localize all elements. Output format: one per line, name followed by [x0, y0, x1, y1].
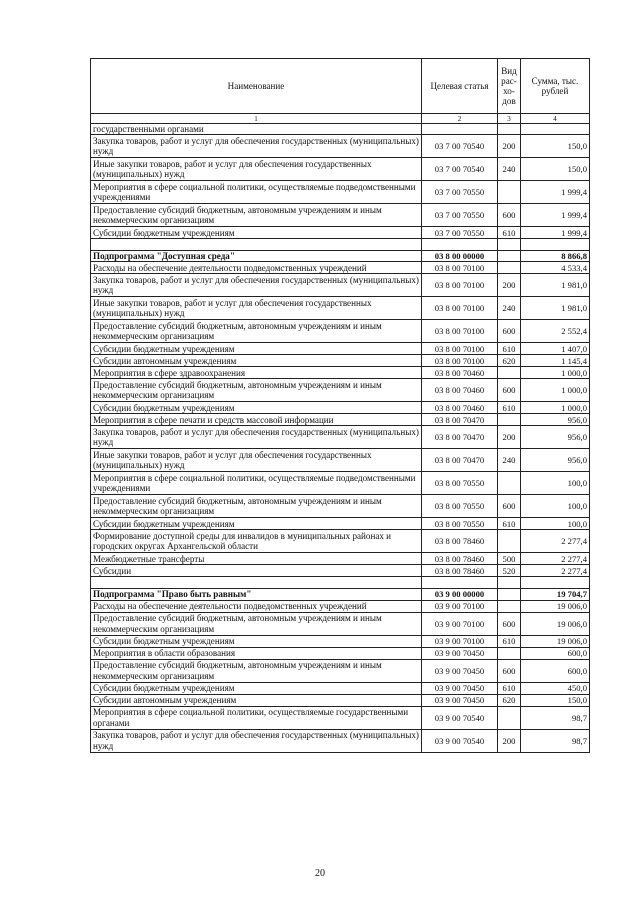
table-row — [91, 320, 590, 343]
row-type: 240 — [498, 158, 521, 181]
row-sum: 19 006,0 — [521, 635, 590, 647]
row-sum: 1 000,0 — [521, 402, 590, 414]
row-type: 610 — [498, 635, 521, 647]
row-code: 03 8 00 78460 — [422, 553, 498, 565]
row-type: 600 — [498, 320, 521, 343]
row-type: 500 — [498, 553, 521, 565]
column-number: 3 — [498, 114, 521, 124]
row-type: 610 — [498, 227, 521, 239]
row-type — [498, 530, 521, 553]
row-code: 03 9 00 00000 — [422, 589, 498, 600]
row-code: 03 8 00 78460 — [422, 565, 498, 577]
row-sum: 2 277,4 — [521, 530, 590, 553]
table-row — [91, 367, 590, 379]
row-sum: 8 866,8 — [521, 251, 590, 262]
row-name: Предоставление субсидий бюджетным, автономным учреждениям и иным некоммерческим организациям — [91, 612, 422, 635]
row-name: Предоставление субсидий бюджетным, автономным учреждениям и иным некоммерческим организациям — [91, 659, 422, 682]
row-code: 03 7 00 70550 — [422, 227, 498, 239]
row-code: 03 8 00 70100 — [422, 262, 498, 274]
row-name: Закупка товаров, работ и услуг для обеспечения государственных (муниципальных) нужд — [91, 135, 422, 158]
row-name: Подпрограмма "Право быть равным" — [91, 589, 422, 600]
table-row — [91, 402, 590, 414]
row-type — [498, 600, 521, 612]
table-row — [91, 426, 590, 449]
row-name: Подпрограмма "Доступная среда" — [91, 251, 422, 262]
row-name: Иные закупки товаров, работ и услуг для обеспечения государственных (муниципальных) нужд — [91, 297, 422, 320]
row-name: Субсидии бюджетным учреждениям — [91, 343, 422, 355]
row-sum: 1 981,0 — [521, 297, 590, 320]
row-sum: 150,0 — [521, 694, 590, 706]
row-type — [498, 367, 521, 379]
row-type: 240 — [498, 297, 521, 320]
row-name: Мероприятия в области образования — [91, 647, 422, 659]
table-row — [91, 565, 590, 577]
row-sum: 1 999,4 — [521, 204, 590, 227]
table-row — [91, 694, 590, 706]
row-code: 03 7 00 70550 — [422, 204, 498, 227]
table-row — [91, 297, 590, 320]
row-name: Предоставление субсидий бюджетным, автономным учреждениям и иным некоммерческим организациям — [91, 379, 422, 402]
row-name: Закупка товаров, работ и услуг для обеспечения государственных (муниципальных) нужд — [91, 426, 422, 449]
row-code — [422, 239, 498, 251]
column-number: 4 — [521, 114, 590, 124]
row-sum: 1 000,0 — [521, 367, 590, 379]
row-name: Закупка товаров, работ и услуг для обеспечения государственных (муниципальных) нужд — [91, 274, 422, 297]
subprogram-row — [91, 251, 590, 262]
row-sum — [521, 577, 590, 589]
row-code: 03 9 00 70540 — [422, 706, 498, 729]
row-sum: 19 006,0 — [521, 600, 590, 612]
row-type — [498, 589, 521, 600]
row-sum: 1 145,4 — [521, 355, 590, 367]
row-sum: 1 999,4 — [521, 181, 590, 204]
table-row — [91, 227, 590, 239]
row-name: Предоставление субсидий бюджетным, автономным учреждениям и иным некоммерческим организациям — [91, 320, 422, 343]
row-sum: 150,0 — [521, 135, 590, 158]
row-code — [422, 577, 498, 589]
row-type — [498, 239, 521, 251]
row-name: Предоставление субсидий бюджетным, автономным учреждениям и иным некоммерческим организациям — [91, 204, 422, 227]
row-code — [422, 124, 498, 135]
row-sum: 19 006,0 — [521, 612, 590, 635]
table-row — [91, 355, 590, 367]
row-code: 03 8 00 70470 — [422, 449, 498, 472]
row-name: Мероприятия в сфере социальной политики, осуществляемые государственными органами — [91, 706, 422, 729]
row-sum: 98,7 — [521, 706, 590, 729]
table-body — [91, 124, 590, 753]
row-name: Субсидии бюджетным учреждениям — [91, 518, 422, 530]
row-code: 03 7 00 70540 — [422, 135, 498, 158]
row-type: 520 — [498, 565, 521, 577]
row-name: Субсидии бюджетным учреждениям — [91, 227, 422, 239]
row-type: 610 — [498, 402, 521, 414]
table-row — [91, 612, 590, 635]
table-row — [91, 495, 590, 518]
row-code: 03 9 00 70450 — [422, 694, 498, 706]
row-sum: 100,0 — [521, 495, 590, 518]
row-name: Предоставление субсидий бюджетным, автономным учреждениям и иным некоммерческим организациям — [91, 495, 422, 518]
table-row — [91, 262, 590, 274]
row-type — [498, 414, 521, 426]
row-name — [91, 577, 422, 589]
row-name: Мероприятия в сфере здравоохранения — [91, 367, 422, 379]
table-row — [91, 729, 590, 752]
table-row — [91, 158, 590, 181]
table-header-row — [91, 59, 590, 114]
row-type: 610 — [498, 682, 521, 694]
row-type: 240 — [498, 449, 521, 472]
table-row — [91, 659, 590, 682]
row-name: Мероприятия в сфере социальной политики, осуществляемые подведомственными учреждениями — [91, 472, 422, 495]
row-code: 03 9 00 70450 — [422, 647, 498, 659]
row-type: 610 — [498, 343, 521, 355]
row-code: 03 8 00 70470 — [422, 426, 498, 449]
table-row — [91, 635, 590, 647]
row-name: Расходы на обеспечение деятельности подведомственных учреждений — [91, 600, 422, 612]
row-code: 03 8 00 00000 — [422, 251, 498, 262]
table-row — [91, 518, 590, 530]
row-code: 03 8 00 70550 — [422, 472, 498, 495]
table-row — [91, 274, 590, 297]
row-name: Субсидии бюджетным учреждениям — [91, 635, 422, 647]
row-sum: 100,0 — [521, 518, 590, 530]
row-sum: 100,0 — [521, 472, 590, 495]
row-code: 03 8 00 70550 — [422, 495, 498, 518]
row-type: 200 — [498, 135, 521, 158]
table-row — [91, 706, 590, 729]
row-type — [498, 647, 521, 659]
row-code: 03 8 00 70460 — [422, 367, 498, 379]
table-row — [91, 449, 590, 472]
row-sum: 956,0 — [521, 449, 590, 472]
header-code: Целевая статья — [422, 59, 498, 114]
row-code: 03 8 00 70100 — [422, 355, 498, 367]
row-type: 200 — [498, 274, 521, 297]
row-sum: 600,0 — [521, 647, 590, 659]
row-name: Мероприятия в сфере социальной политики, осуществляемые подведомственными учреждениями — [91, 181, 422, 204]
row-type: 600 — [498, 495, 521, 518]
row-name: государственными органами — [91, 124, 422, 135]
table-row — [91, 135, 590, 158]
row-type — [498, 472, 521, 495]
row-type — [498, 124, 521, 135]
row-code: 03 8 00 78460 — [422, 530, 498, 553]
row-name: Закупка товаров, работ и услуг для обеспечения государственных (муниципальных) нужд — [91, 729, 422, 752]
budget-table-container — [90, 58, 589, 753]
table-row — [91, 181, 590, 204]
row-name: Межбюджетные трансферты — [91, 553, 422, 565]
row-name: Субсидии автономным учреждениям — [91, 355, 422, 367]
row-sum: 2 277,4 — [521, 553, 590, 565]
table-row — [91, 124, 590, 135]
row-sum: 956,0 — [521, 426, 590, 449]
header-sum: Сумма, тыс. рублей — [521, 59, 590, 114]
row-code: 03 8 00 70460 — [422, 379, 498, 402]
row-name: Субсидии бюджетным учреждениям — [91, 402, 422, 414]
row-code: 03 8 00 70100 — [422, 274, 498, 297]
table-row — [91, 530, 590, 553]
row-name: Формирование доступной среды для инвалидов в муниципальных районах и городских округах Архангельской области — [91, 530, 422, 553]
row-code: 03 8 00 70100 — [422, 297, 498, 320]
row-code: 03 9 00 70540 — [422, 729, 498, 752]
page-number: 20 — [315, 868, 325, 879]
row-sum — [521, 239, 590, 251]
row-code: 03 8 00 70100 — [422, 320, 498, 343]
header-type: Вид рас-хо-дов — [498, 59, 521, 114]
row-sum: 98,7 — [521, 729, 590, 752]
row-name: Расходы на обеспечение деятельности подведомственных учреждений — [91, 262, 422, 274]
row-code: 03 8 00 70470 — [422, 414, 498, 426]
table-row — [91, 553, 590, 565]
table-row — [91, 204, 590, 227]
row-type — [498, 706, 521, 729]
row-type: 610 — [498, 518, 521, 530]
row-type: 200 — [498, 426, 521, 449]
row-type: 620 — [498, 355, 521, 367]
row-type: 600 — [498, 379, 521, 402]
row-name: Иные закупки товаров, работ и услуг для обеспечения государственных (муниципальных) нужд — [91, 158, 422, 181]
subprogram-row — [91, 589, 590, 600]
table-row — [91, 472, 590, 495]
table-row — [91, 682, 590, 694]
row-sum: 450,0 — [521, 682, 590, 694]
row-sum: 19 704,7 — [521, 589, 590, 600]
row-code: 03 9 00 70100 — [422, 635, 498, 647]
row-type — [498, 577, 521, 589]
row-sum: 150,0 — [521, 158, 590, 181]
table-row — [91, 647, 590, 659]
row-type: 600 — [498, 659, 521, 682]
row-type — [498, 251, 521, 262]
table-row — [91, 343, 590, 355]
spacer-row — [91, 577, 590, 589]
row-sum: 600,0 — [521, 659, 590, 682]
row-code: 03 9 00 70100 — [422, 612, 498, 635]
column-number: 1 — [91, 114, 422, 124]
row-type: 600 — [498, 204, 521, 227]
row-code: 03 7 00 70540 — [422, 158, 498, 181]
column-number: 2 — [422, 114, 498, 124]
row-sum: 1 000,0 — [521, 379, 590, 402]
row-type: 620 — [498, 694, 521, 706]
row-name: Мероприятия в сфере печати и средств массовой информации — [91, 414, 422, 426]
row-code: 03 8 00 70460 — [422, 402, 498, 414]
budget-table — [90, 58, 590, 753]
row-code: 03 8 00 70100 — [422, 343, 498, 355]
row-sum: 1 999,4 — [521, 227, 590, 239]
row-name: Субсидии автономным учреждениям — [91, 694, 422, 706]
table-row — [91, 414, 590, 426]
row-code: 03 8 00 70550 — [422, 518, 498, 530]
column-number-row — [91, 114, 590, 124]
row-sum: 1 981,0 — [521, 274, 590, 297]
row-code: 03 9 00 70100 — [422, 600, 498, 612]
row-type: 600 — [498, 612, 521, 635]
row-name — [91, 239, 422, 251]
row-sum: 2 552,4 — [521, 320, 590, 343]
row-sum: 1 407,0 — [521, 343, 590, 355]
row-type — [498, 181, 521, 204]
header-name: Наименование — [91, 59, 422, 114]
table-row — [91, 379, 590, 402]
row-code: 03 9 00 70450 — [422, 682, 498, 694]
row-name: Субсидии бюджетным учреждениям — [91, 682, 422, 694]
row-sum: 956,0 — [521, 414, 590, 426]
row-name: Иные закупки товаров, работ и услуг для обеспечения государственных (муниципальных) нужд — [91, 449, 422, 472]
row-sum: 4 533,4 — [521, 262, 590, 274]
row-code: 03 9 00 70450 — [422, 659, 498, 682]
row-name: Субсидии — [91, 565, 422, 577]
table-row — [91, 600, 590, 612]
row-code: 03 7 00 70550 — [422, 181, 498, 204]
row-sum — [521, 124, 590, 135]
row-type: 200 — [498, 729, 521, 752]
spacer-row — [91, 239, 590, 251]
row-type — [498, 262, 521, 274]
row-sum: 2 277,4 — [521, 565, 590, 577]
